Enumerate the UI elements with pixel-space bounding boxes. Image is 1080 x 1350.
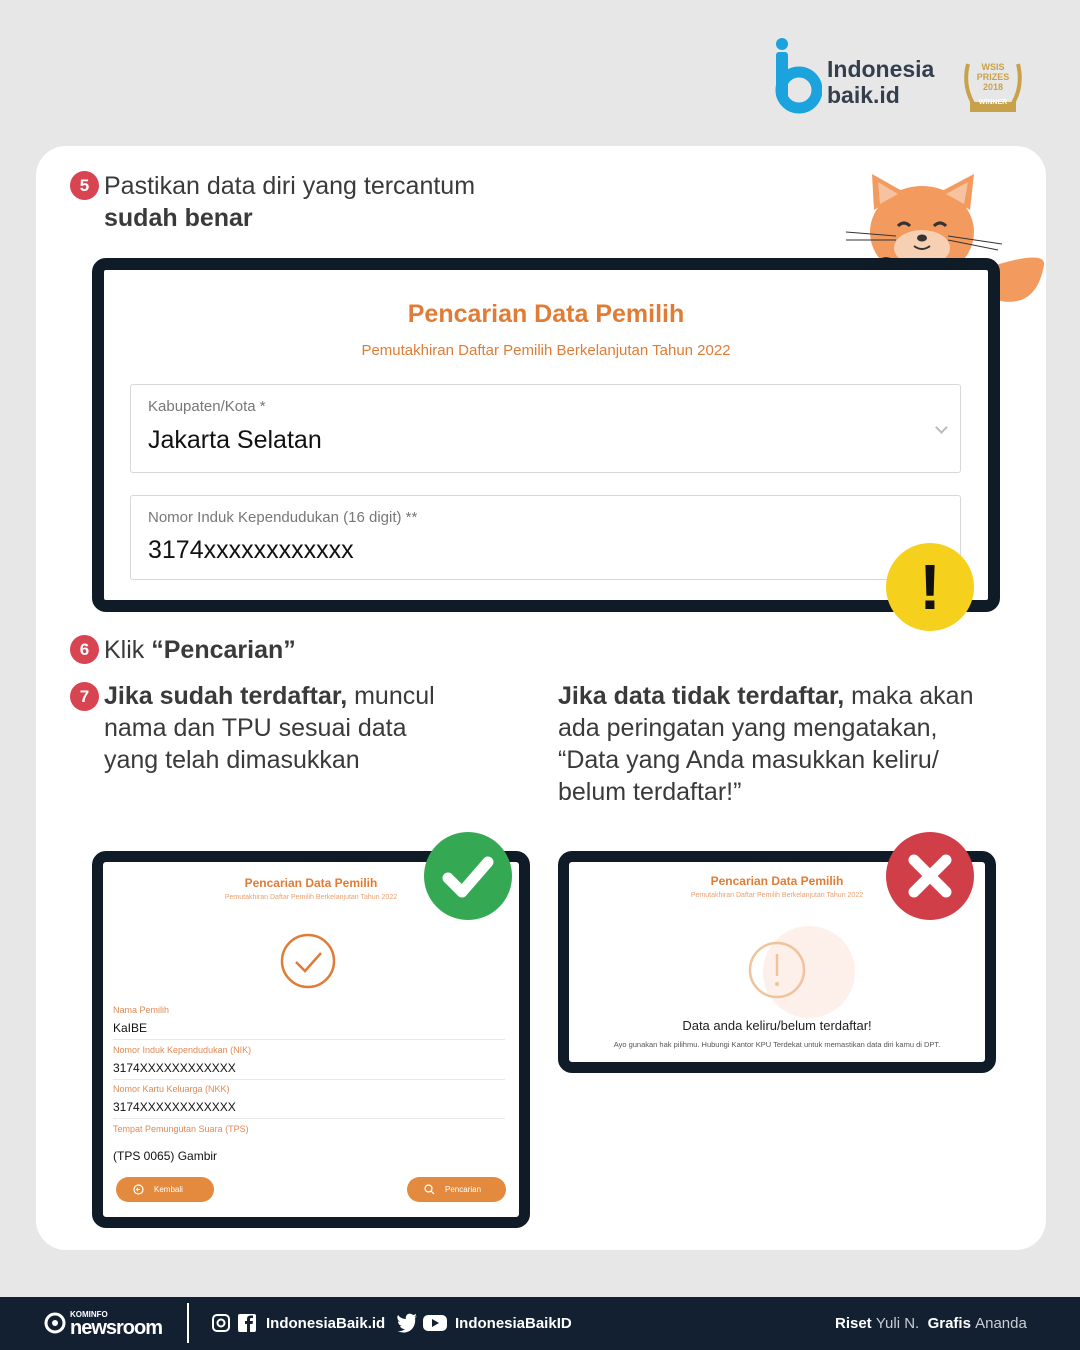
step-5-badge: 5 — [70, 171, 99, 200]
step-7-left-text — [104, 680, 524, 776]
nik-value: 3174xxxxxxxxxxxx — [148, 536, 354, 564]
step-5-text — [104, 170, 475, 234]
step-5-line1: Pastikan data diri yang tercantum — [104, 172, 476, 200]
step-6-badge: 6 — [70, 635, 99, 664]
form-title: Pencarian Data Pemilih — [407, 300, 685, 328]
step-7-right-line2: ada peringatan yang mengatakan, — [558, 714, 938, 742]
step-6-bold: “Pencarian” — [151, 636, 296, 664]
nik-label: Nomor Induk Kependudukan (16 digit) ** — [148, 509, 418, 526]
search-button[interactable] — [407, 1177, 506, 1202]
wsis-award-icon — [960, 52, 1026, 120]
indonesiabaik-logo — [772, 38, 1037, 122]
divider — [113, 1118, 505, 1119]
nkk-result-value: 3174XXXXXXXXXXXX — [113, 1100, 236, 1114]
nkk-result-label: Nomor Kartu Keluarga (NKK) — [113, 1084, 230, 1094]
back-icon — [133, 1184, 144, 1195]
grafis-name: Ananda — [975, 1315, 1027, 1332]
nik-input[interactable] — [130, 495, 961, 580]
riset-label: Riset — [835, 1315, 872, 1332]
search-icon — [424, 1184, 435, 1195]
step-7-right-rest: maka akan — [844, 682, 974, 710]
award-line4: WINNER — [978, 99, 1008, 106]
error-message: Data anda keliru/belum terdaftar! — [682, 1018, 872, 1033]
step-5-line2: sudah benar — [104, 204, 253, 232]
search-button-label: Pencarian — [445, 1185, 482, 1194]
riset-name: Yuli N. — [875, 1315, 920, 1332]
instagram-icon[interactable] — [211, 1313, 231, 1333]
check-badge — [424, 832, 512, 920]
city-label: Kabupaten/Kota * — [148, 398, 266, 415]
back-button[interactable] — [116, 1177, 214, 1202]
back-button-label: Kembali — [154, 1185, 183, 1194]
footer — [0, 1297, 1080, 1350]
result-found-title: Pencarian Data Pemilih — [244, 876, 378, 890]
x-badge — [886, 832, 974, 920]
check-icon — [424, 832, 512, 920]
nik-result-value: 3174XXXXXXXXXXXX — [113, 1061, 236, 1075]
result-found-subtitle: Pemutakhiran Daftar Pemilih Berkelanjutan Tahun 2022 — [224, 894, 398, 901]
step-7-right-text — [558, 680, 1018, 808]
step-7-right-line3: “Data yang Anda masukkan keliru/ — [558, 746, 939, 774]
check-circle-icon — [279, 932, 337, 990]
newsroom-logo-icon — [44, 1312, 66, 1334]
logo-line2: baik.id — [827, 82, 900, 108]
tps-result-label: Tempat Pemungutan Suara (TPS) — [113, 1124, 249, 1134]
search-form-frame — [92, 258, 1000, 612]
twitter-icon[interactable] — [396, 1313, 418, 1333]
divider — [113, 1039, 505, 1040]
step-6-normal: Klik — [104, 636, 145, 664]
warning-circle-icon — [747, 940, 807, 1000]
credits — [835, 1315, 1027, 1332]
logo-line1: Indonesia — [827, 56, 935, 82]
award-line2: PRIZES — [976, 72, 1010, 82]
step-7-right-bold: Jika data tidak terdaftar, — [558, 682, 845, 710]
error-detail: Ayo gunakan hak pilihmu. Hubungi Kantor KPU Terdekat untuk memastikan data diri kamu di DPT. — [613, 1040, 941, 1049]
form-subtitle: Pemutakhiran Daftar Pemilih Berkelanjutan Tahun 2022 — [361, 342, 731, 359]
award-line1: WSIS — [981, 62, 1005, 72]
divider — [113, 1079, 505, 1080]
step-7-left-rest: muncul — [347, 682, 435, 710]
step-7-right-line4: belum terdaftar!” — [558, 778, 742, 806]
nik-result-label: Nomor Induk Kependudukan (NIK) — [113, 1045, 252, 1055]
step-7-left-line3: yang telah dimasukkan — [104, 746, 360, 774]
award-line3: 2018 — [982, 82, 1004, 92]
logo-text — [827, 56, 934, 108]
indonesiabaik-logo-icon — [772, 38, 822, 114]
exclamation-icon: ! — [886, 543, 974, 631]
grafis-label: Grafis — [927, 1315, 971, 1332]
social-handle-1[interactable]: IndonesiaBaik.id — [266, 1315, 386, 1332]
youtube-icon[interactable] — [422, 1313, 448, 1333]
voter-name-value: KaIBE — [113, 1021, 148, 1035]
step-6-text — [104, 634, 296, 666]
step-7-left-bold: Jika sudah terdaftar, — [104, 682, 348, 710]
tps-result-value: (TPS 0065) Gambir — [113, 1149, 218, 1163]
brand-main: newsroom — [70, 1317, 163, 1339]
brand-top: KOMINFO — [70, 1310, 108, 1319]
city-select[interactable] — [130, 384, 961, 473]
city-value: Jakarta Selatan — [148, 426, 322, 454]
chevron-down-icon — [935, 421, 948, 434]
social-handle-2[interactable]: IndonesiaBaikID — [455, 1315, 572, 1332]
step-7-left-line2: nama dan TPU sesuai data — [104, 714, 407, 742]
result-not-found-subtitle: Pemutakhiran Daftar Pemilih Berkelanjutan Tahun 2022 — [690, 892, 864, 899]
result-not-found-title: Pencarian Data Pemilih — [710, 874, 844, 888]
step-7-badge: 7 — [70, 682, 99, 711]
voter-name-label: Nama Pemilih — [113, 1005, 170, 1015]
facebook-icon[interactable] — [237, 1313, 257, 1333]
x-icon — [886, 832, 974, 920]
footer-divider — [187, 1303, 189, 1343]
